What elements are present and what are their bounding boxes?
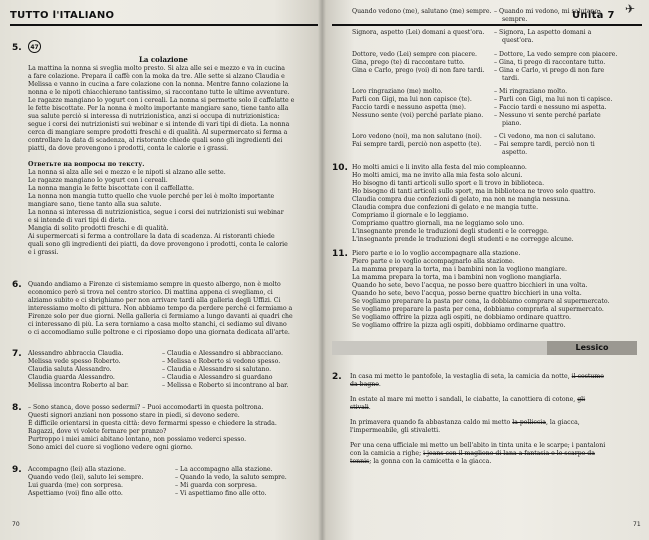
answer-line: La nonna mangia le fette biscottate con il caffellatte. bbox=[28, 185, 195, 192]
pair-right: – Parli con Gigi, ma lui non ti capisce. bbox=[494, 96, 613, 103]
right-header: Unità 7 bbox=[572, 10, 615, 21]
text-line: Questi signori anziani non possono stare in piedi, si devono sedere. bbox=[28, 412, 240, 419]
pair-right: – Gina, ti prego di raccontare tutto. bbox=[494, 59, 606, 66]
pair-left: Melissa vede spesso Roberto. bbox=[28, 358, 121, 365]
pair-left: Parli con Gigi, ma lui non capisce (te). bbox=[352, 96, 472, 103]
exercise-6-number: 6. bbox=[12, 280, 22, 290]
text-line: Se vogliamo offrire la pizza agli ospiti, ne dobbiamo ordinare quattro. bbox=[352, 314, 571, 321]
answer-line: Mangia di solito prodotti freschi e di qualità. bbox=[28, 225, 169, 232]
exercise-5-number: 5. bbox=[12, 43, 22, 53]
text-line: L'insegnante prende le traduzioni degli studenti e ne corregge alcune. bbox=[352, 236, 574, 243]
text-line: Claudia compra due confezioni di gelato, ma non ne mangia nessuna. bbox=[352, 196, 571, 203]
answer-line: e i grassi. bbox=[28, 249, 59, 256]
book-gutter bbox=[318, 0, 326, 540]
lessico-exercise-number: 2. bbox=[332, 372, 342, 382]
crossed-out-word: i jeans con il maglione di lana a fantasia e le scarpe da bbox=[423, 450, 595, 457]
pair-left: Loro vedono (noi), ma non salutano (noi). bbox=[352, 133, 482, 140]
lessico-text: l'impermeabile, gli stivaletti. bbox=[350, 427, 441, 434]
text-line: Quando andiamo a Firenze ci sistemiamo sempre in questo albergo, non è molto bbox=[28, 281, 281, 288]
pair-left: Lui guarda (me) con sorpresa. bbox=[28, 482, 123, 489]
pair-right: sempre. bbox=[502, 16, 528, 23]
text-line: Se vogliamo offrire la pizza agli ospiti, dobbiamo ordinarne quattro. bbox=[352, 322, 566, 329]
crossed-out-word: il costume bbox=[571, 373, 604, 380]
text-line: Sono amici del cuore si vogliono vedere ogni giorno. bbox=[28, 444, 193, 451]
pair-right: – Ci vedono, ma non ci salutano. bbox=[494, 133, 596, 140]
lessico-line-4b bbox=[350, 450, 595, 458]
exercise-11-number: 11. bbox=[332, 249, 348, 259]
pair-left: Signora, aspetto (Lei) domani a quest'ora. bbox=[352, 29, 485, 36]
left-header-rule bbox=[10, 24, 318, 26]
pair-right: – Claudia e Alessandro si abbracciano. bbox=[162, 350, 283, 357]
pair-right: – Melissa e Roberto si incontrano al bar. bbox=[162, 382, 289, 389]
text-line: Ho bisogno di tanti articoli sullo sport e li trovo in biblioteca. bbox=[352, 180, 545, 187]
lessico-text: In primavera quando fa abbastanza caldo mi metto bbox=[350, 419, 513, 426]
pair-right: – Vi aspettiamo fino alle otto. bbox=[175, 490, 267, 497]
text-line: Quando ho sete, bevo l'acqua, posso berne quattro bicchieri in una volta. bbox=[352, 290, 582, 297]
pair-left: Gina e Carlo, prego (voi) di non fare tardi. bbox=[352, 67, 485, 74]
lessico-line-1 bbox=[350, 373, 604, 381]
pair-right: – Claudia e Alessandro si salutano. bbox=[162, 366, 272, 373]
pair-right: piano. bbox=[502, 120, 522, 127]
text-line: La mattina la nonna si sveglia molto presto. Si alza alle sei e mezzo e va in cucina bbox=[28, 65, 285, 72]
bird-logo-icon: ✈ bbox=[625, 2, 636, 16]
pair-right: aspetto. bbox=[502, 149, 528, 156]
answer-line: Le ragazze mangiano lo yogurt con i cereali. bbox=[28, 177, 168, 184]
lessico-text: con la camicia a righe; bbox=[350, 450, 424, 457]
pair-right: – Gina e Carlo, vi prego di non fare bbox=[494, 67, 605, 74]
text-line: Firenze solo per due giorni. Nella galleria ci fermiamo a lungo davanti ai quadri che bbox=[28, 313, 293, 320]
answer-line: La nonna si alza alle sei e mezzo e le nipoti si alzano alle sette. bbox=[28, 169, 226, 176]
text-line: nonna e le nipoti chiacchierano tantissimo, si raccontano tutte le ultime avventure. bbox=[28, 89, 290, 96]
pair-left: Faccio tardi e nessuno aspetta (me). bbox=[352, 104, 466, 111]
crossed-out-word: tennis bbox=[350, 458, 370, 465]
pair-right: – Signora, La aspetto domani a bbox=[494, 29, 592, 36]
lessico-text: ; la gonna con la camicetta e la giacca. bbox=[369, 458, 492, 465]
pair-right: – Claudia e Alessandro si guardano bbox=[162, 374, 273, 381]
lessico-text: . bbox=[378, 381, 381, 388]
pair-left: Quando vedo (lei), saluto lei sempre. bbox=[28, 474, 144, 481]
crossed-out-word: stivali bbox=[350, 404, 369, 411]
crossed-out-word: gli bbox=[577, 396, 586, 403]
text-line: Claudia compra due confezioni di gelato e ne mangia tutte. bbox=[352, 204, 539, 211]
text-line: Compriamo il giornale e lo leggiamo. bbox=[352, 212, 469, 219]
text-line: Quando ho sete, bevo l'acqua, ne posso bere quattro bicchieri in una volta. bbox=[352, 282, 588, 289]
lessico-title: Lessico bbox=[547, 341, 637, 355]
lessico-text: In casa mi metto le pantofole, la vestaglia di seta, la camicia da notte, bbox=[350, 373, 572, 380]
answer-line: mangiare sano, tiene tanto alla sua salute. bbox=[28, 201, 162, 208]
pair-left: Aspettiamo (voi) fino alle otto. bbox=[28, 490, 123, 497]
answer-line: Ai supermercati si ferma a controllare la data di scadenza. Ai ristoranti chiede bbox=[28, 233, 275, 240]
lessico-text: In estate al mare mi metto i sandali, le ciabatte, la canottiera di cotone, bbox=[350, 396, 578, 403]
pair-left: Loro ringraziano (me) molto. bbox=[352, 88, 443, 95]
pair-left: Melissa incontra Roberto al bar. bbox=[28, 382, 129, 389]
text-line: Ragazzi, dove vi volete fermare per pranzo? bbox=[28, 428, 167, 435]
exercise-10-number: 10. bbox=[332, 163, 348, 173]
text-line: interessiamo molto di pittura. Non abbiamo tempo da perdere perché ci fermiamo a bbox=[28, 305, 293, 312]
text-line: Ho molti amici e li invito alla festa del mio compleanno. bbox=[352, 164, 527, 171]
exercise-5-title: La colazione bbox=[139, 55, 188, 64]
pair-left: Claudia saluta Alessandro. bbox=[28, 366, 112, 373]
crossed-out-word: la pelliccia bbox=[512, 419, 546, 426]
text-line: È difficile orientarsi in questa città: devo fermarmi spesso e chiedere la strada. bbox=[28, 420, 277, 427]
answer-line: quali sono gli ingredienti dei piatti, da dove provengono i prodotti, conta le calorie bbox=[28, 241, 288, 248]
answer-line: La nonna non mangia tutto quello che vuole perché per lei è molto importante bbox=[28, 193, 275, 200]
pair-right: quest'ora. bbox=[502, 37, 534, 44]
lessico-text: Per una cena ufficiale mi metto un bell'abito in tinta unita e le scarpe; i pantaloni bbox=[350, 442, 606, 449]
lessico-text: . bbox=[368, 404, 371, 411]
left-header: TUTTO l'ITALIANO bbox=[10, 10, 115, 21]
pair-right: – Fai sempre tardi, perciò non ti bbox=[494, 141, 595, 148]
text-line: controllare la data di scadenza, al ristorante chiede quali sono gli ingredienti dei bbox=[28, 137, 283, 144]
pair-left: Quando vedono (me), salutano (me) sempre. bbox=[352, 8, 492, 15]
text-line: Piero parte e io lo voglio accompagnare alla stazione. bbox=[352, 250, 521, 257]
pair-right: – Mi guarda con sorpresa. bbox=[175, 482, 257, 489]
exercise-7-number: 7. bbox=[12, 349, 22, 359]
audio-track-badge: 47 bbox=[28, 40, 41, 53]
lessico-line-1b bbox=[350, 381, 381, 389]
pair-right: – Nessuno vi sente perché parlate bbox=[494, 112, 601, 119]
pair-right: – Faccio tardi e nessuno mi aspetta. bbox=[494, 104, 607, 111]
text-line: economico però si trova nel centro storico. Di mattina appena ci svegliamo, ci bbox=[28, 289, 273, 296]
pair-left: Fai sempre tardi, perciò non aspetto (te). bbox=[352, 141, 482, 148]
text-line: Se vogliamo preparare la pasta per cena, la dobbiamo comprare al supermercato. bbox=[352, 298, 610, 305]
pair-left: Nessuno sente (voi) perché parlate piano. bbox=[352, 112, 484, 119]
pair-left: Gina, prego (te) di raccontare tutto. bbox=[352, 59, 465, 66]
lessico-text: , la giacca, bbox=[545, 419, 580, 426]
pair-right: – Dottore, La vedo sempre con piacere. bbox=[494, 51, 618, 58]
lessico-line-2 bbox=[350, 396, 585, 404]
text-line: La mamma prepara la torta, ma i bambini non la vogliono mangiare. bbox=[352, 266, 567, 273]
text-line: L'insegnante prende le traduzioni degli studenti e le corregge. bbox=[352, 228, 549, 235]
pair-right: – La accompagno alla stazione. bbox=[175, 466, 273, 473]
text-line: a fare colazione. Prepara il caffè con la moka da tre. Alle sette si alzano Claudia e bbox=[28, 73, 285, 80]
lessico-line-4c bbox=[350, 458, 491, 466]
answers-title: Ответьте на вопросы по тексту. bbox=[28, 161, 145, 168]
page-number-left: 70 bbox=[12, 521, 20, 528]
exercise-9-number: 9. bbox=[12, 465, 22, 475]
answer-line: La nonna si interessa di nutrizionistica, segue i corsi dei nutrizionisti sui webinar bbox=[28, 209, 284, 216]
pair-right: tardi. bbox=[502, 75, 520, 82]
pair-left: Alessandro abbraccia Claudia. bbox=[28, 350, 124, 357]
crossed-out-word: da bagno bbox=[350, 381, 379, 388]
pair-left: Accompagno (lei) alla stazione. bbox=[28, 466, 126, 473]
pair-right: – Quando mi vedono, mi salutano bbox=[494, 8, 599, 15]
text-line: alziamo subito e ci sbrighiamo per non arrivare tardi alla galleria degli Uffizi. Ci bbox=[28, 297, 281, 304]
pair-right: – Melissa e Roberto si vedono spesso. bbox=[162, 358, 281, 365]
text-line: ci interessano di più. La sera torniamo a casa molto stanchi, ci sediamo sul divano bbox=[28, 321, 287, 328]
answer-line: e si intende di vari tipi di dieta. bbox=[28, 217, 127, 224]
text-line: piatti, da dove provengono i prodotti, conta le calorie e i grassi. bbox=[28, 145, 229, 152]
lessico-line-3 bbox=[350, 419, 580, 427]
page-number-right: 71 bbox=[633, 521, 641, 528]
text-line: Compriamo quattro giornali, ma ne leggiamo solo uno. bbox=[352, 220, 524, 227]
pair-left: Dottore, vedo (Lei) sempre con piacere. bbox=[352, 51, 478, 58]
pair-left: Claudia guarda Alessandro. bbox=[28, 374, 115, 381]
lessico-line-2b bbox=[350, 404, 371, 412]
text-line: – Sono stanca, dove posso sedermi? – Puoi accomodarti in questa poltrona. bbox=[28, 404, 264, 411]
text-line: sua salute perciò si interessa di nutrizionistica, anzi si occupa di nutrizionistica: bbox=[28, 113, 280, 120]
text-line: Melissa e vanno in cucina a fare colazione con la nonna. Mentre fanno colazione la bbox=[28, 81, 289, 88]
text-line: Piero parte e io voglio accompagnarlo alla stazione. bbox=[352, 258, 515, 265]
text-line: La mamma prepara la torta, ma i bambini non vogliono mangiarla. bbox=[352, 274, 562, 281]
text-line: Purtroppo i miei amici abitano lontano, non possiamo vederci spesso. bbox=[28, 436, 247, 443]
pair-right: – Quando la vedo, la saluto sempre. bbox=[175, 474, 287, 481]
text-line: o ci accomodiamo sulle poltrone e ci riposiamo dopo una giornata dedicata all'arte. bbox=[28, 329, 290, 336]
text-line: Ho bisogno di tanti articoli sullo sport, ma in biblioteca ne trovo solo quattro. bbox=[352, 188, 596, 195]
text-line: cerca di mangiare sempre prodotti freschi e di qualità. Al supermercato si ferma a bbox=[28, 129, 288, 136]
left-page bbox=[0, 0, 322, 540]
right-header-rule bbox=[332, 24, 642, 26]
text-line: segue i corsi dei nutrizionisti sui webinar e si intende di vari tipi di dieta. La nonna bbox=[28, 121, 290, 128]
text-line: Le ragazze mangiano lo yogurt con i cereali. La nonna si permette solo il caffelatte e bbox=[28, 97, 295, 104]
pair-right: – Mi ringraziano molto. bbox=[494, 88, 568, 95]
text-line: le fette biscottate. Per la nonna è molto importante mangiare sano, tiene tanto alla bbox=[28, 105, 289, 112]
text-line: Se vogliamo preparare la pasta per cena, dobbiamo comprarla al supermercato. bbox=[352, 306, 604, 313]
text-line: Ho molti amici, ma ne invito alla mia festa solo alcuni. bbox=[352, 172, 523, 179]
exercise-8-number: 8. bbox=[12, 403, 22, 413]
